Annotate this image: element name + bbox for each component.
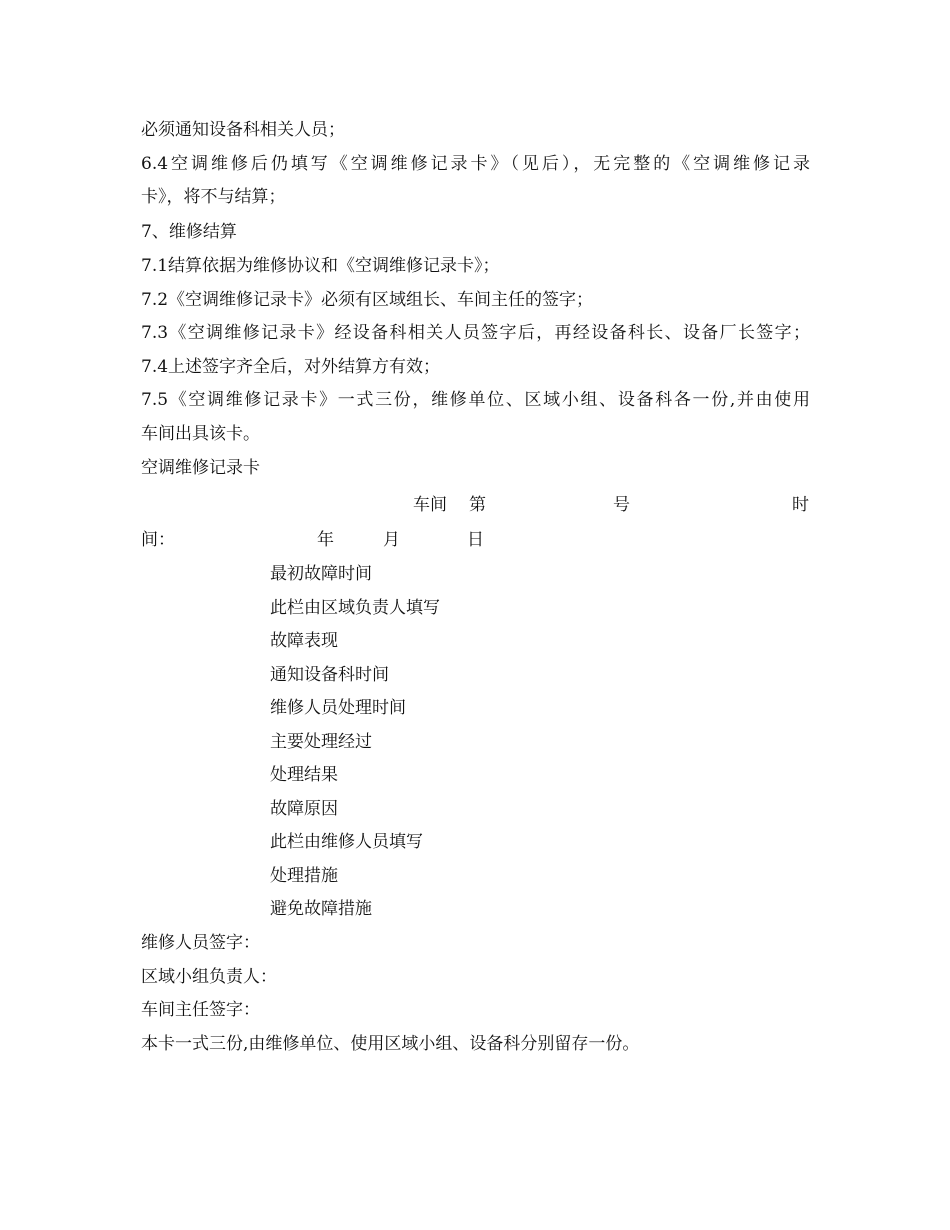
field-notify-time: 通知设备科时间 [270,664,389,685]
month-label: 月 [383,530,400,550]
signature-repairer: 维修人员签字： [141,933,260,953]
field-handling-time: 维修人员处理时间 [270,698,406,718]
field-main-process: 主要处理经过 [270,731,372,752]
time-label-b: 间： [141,530,175,550]
field-prevention: 避免故障措施 [270,899,372,919]
field-first-fault-time: 最初故障时间 [270,564,372,584]
field-fault-symptom: 故障表现 [270,631,338,651]
clause-7-4: 7.4上述签字齐全后，对外结算方有效； [141,356,441,377]
number-prefix: 第 [469,495,486,515]
signature-area-leader: 区域小组负责人： [141,966,277,987]
year-label: 年 [317,530,334,550]
section-heading: 7、维修结算 [141,222,237,242]
intro-line-2: 6.4空调维修后仍填写《空调维修记录卡》（见后），无完整的《空调维修记录 [141,153,810,174]
clause-7-3: 7.3《空调维修记录卡》经设备科相关人员签字后，再经设备科长、设备厂长签字； [141,323,810,343]
clause-7-1: 7.1结算依据为维修协议和《空调维修记录卡》； [141,256,500,276]
signature-workshop-director: 车间主任签字： [141,1000,260,1020]
field-result: 处理结果 [270,765,338,785]
field-measures: 处理措施 [270,865,338,886]
number-suffix: 号 [613,495,630,515]
clause-7-2: 7.2《空调维修记录卡》必须有区域组长、车间主任的签字； [141,289,594,310]
clause-7-5-cont: 车间出具该卡。 [141,424,260,444]
field-repairer-section-note: 此栏由维修人员填写 [270,832,423,852]
time-label-a: 时 [792,495,809,515]
day-label: 日 [467,530,484,550]
card-footer-note: 本卡一式三份,由维修单位、使用区域小组、设备科分别留存一份。 [141,1033,640,1054]
card-title: 空调维修记录卡 [141,457,260,478]
field-fault-cause: 故障原因 [270,798,338,819]
intro-line-1: 必须通知设备科相关人员； [141,120,345,140]
clause-7-5: 7.5《空调维修记录卡》一式三份，维修单位、区域小组、设备科各一份,并由使用 [141,390,810,410]
intro-line-3: 卡》，将不与结算； [141,187,286,207]
field-area-section-note: 此栏由区域负责人填写 [270,597,440,618]
workshop-label: 车间 [413,495,447,515]
